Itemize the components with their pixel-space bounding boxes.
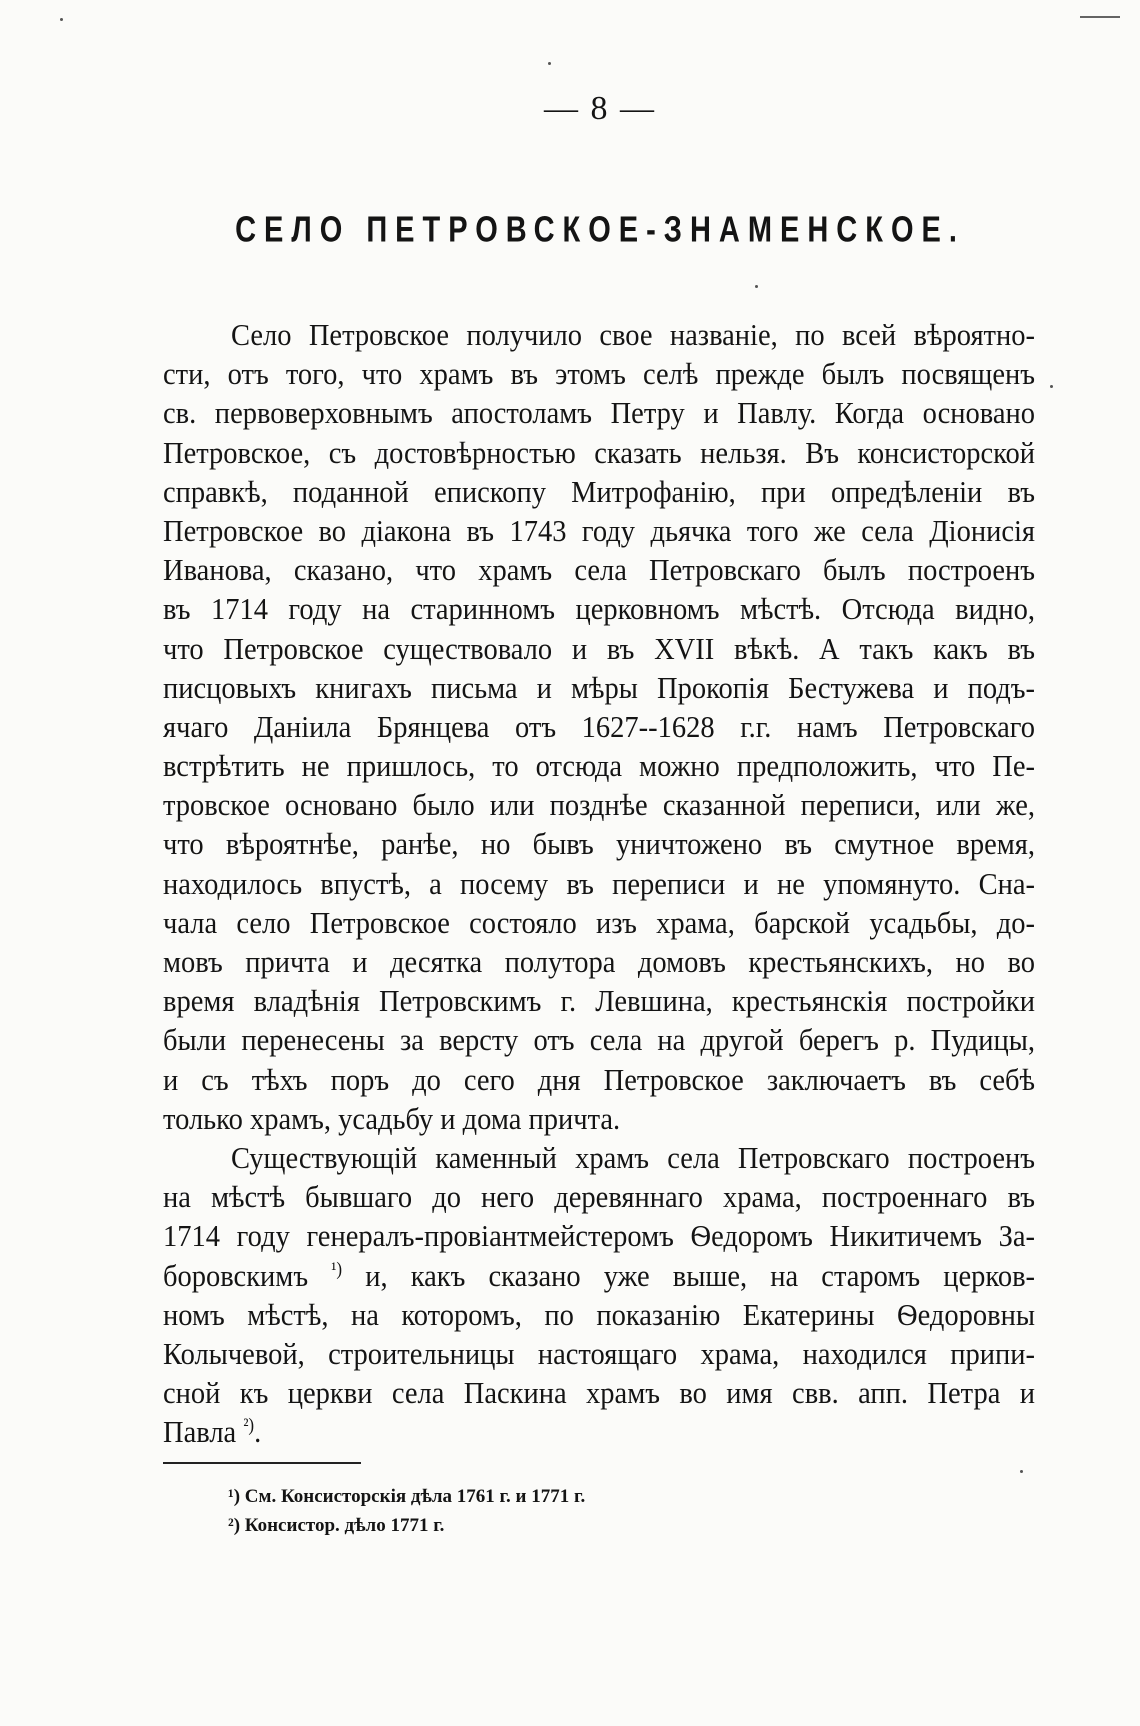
text-line: Петровское, съ достовѣрностью сказать нельзя. Въ консисторской xyxy=(163,436,1035,471)
text-line: встрѣтить не пришлось, то отсюда можно предположить, что Пе- xyxy=(163,750,1035,784)
text-line xyxy=(163,1412,1035,1454)
footnote-text: Консистор. дѣло 1771 г. xyxy=(244,1515,445,1536)
scan-speck xyxy=(548,62,551,65)
footnote-mark: ¹) xyxy=(228,1486,241,1507)
text-line: Село Петровское получило свое названіе, по всей вѣроятно- xyxy=(231,319,1035,353)
footnotes xyxy=(228,1482,928,1540)
text-line: справкѣ, поданной епископу Митрофанію, при опредѣленіи въ xyxy=(163,476,1035,510)
footnote-mark: ²) xyxy=(228,1515,241,1536)
text-line: только храмъ, усадьбу и дома причта. xyxy=(163,1103,621,1137)
footnote-ref: ²) xyxy=(243,1414,255,1436)
footnote-item xyxy=(228,1511,928,1540)
page-number: — 8 — xyxy=(544,90,656,127)
text-line: св. первоверховнымъ апостоламъ Петру и Павлу. Когда основано xyxy=(163,397,1035,432)
text-line: чала село Петровское состояло изъ храма, барской усадьбы, до- xyxy=(163,907,1035,941)
text-line: находилось впустѣ, а посему въ переписи и не упомянуто. Сна- xyxy=(163,867,1035,902)
scan-speck xyxy=(755,285,758,288)
text-segment: . xyxy=(254,1416,262,1451)
footnote-text: См. Консисторскія дѣла 1761 г. и 1771 г. xyxy=(244,1486,586,1507)
scan-speck xyxy=(1020,1470,1023,1473)
text-line: что Петровское существовало и въ XVII вѣкѣ. А такъ какъ въ xyxy=(163,632,1035,667)
text-segment: боровскимъ xyxy=(163,1259,309,1294)
text-line: въ 1714 году на старинномъ церковномъ мѣстѣ. Отсюда видно, xyxy=(163,593,1035,628)
text-line: Петровское во діакона въ 1743 году дьячка того же села Діонисія xyxy=(163,515,1035,549)
text-line: ячаго Даніила Брянцева отъ 1627--1628 г.г. намъ Петровскаго xyxy=(163,711,1035,745)
scan-speck xyxy=(1050,385,1053,388)
scan-speck xyxy=(60,18,63,21)
text-line: 1714 году генералъ-провіантмейстеромъ Ѳедоромъ Никитичемъ За- xyxy=(163,1220,1035,1255)
chapter-title: СЕЛО ПЕТРОВСКОЕ-ЗНАМЕНСКОЕ. xyxy=(235,210,965,250)
text-line: на мѣстѣ бывшаго до него деревяннаго храма, построеннаго въ xyxy=(163,1181,1035,1215)
text-line: что вѣроятнѣе, ранѣе, но бывъ уничтожено въ смутное время, xyxy=(163,828,1035,863)
text-line: сной къ церкви села Паскина храмъ во имя свв. апп. Петра и xyxy=(163,1377,1035,1411)
footnote-ref: ¹) xyxy=(331,1258,343,1279)
text-line: писцовыхъ книгахъ письма и мѣры Прокопія Бестужева и подъ- xyxy=(163,672,1035,706)
footnote-separator xyxy=(163,1462,361,1464)
text-line: сти, отъ того, что храмъ въ этомъ селѣ прежде былъ посвященъ xyxy=(163,358,1035,392)
text-segment: и, какъ сказано уже выше, на старомъ церков- xyxy=(365,1259,1036,1294)
text-segment: Павла xyxy=(163,1416,237,1451)
text-line: Колычевой, строительницы настоящаго храма, находился припи- xyxy=(163,1338,1035,1372)
text-line: Иванова, сказано, что храмъ села Петровскаго былъ построенъ xyxy=(163,554,1035,588)
text-line xyxy=(163,1256,1035,1298)
footnote-item xyxy=(228,1482,928,1511)
text-line: время владѣнія Петровскимъ г. Левшина, крестьянскія постройки xyxy=(163,985,1035,1019)
scan-corner-mark xyxy=(1080,14,1120,20)
text-line: были перенесены за версту отъ села на другой берегъ р. Пудицы, xyxy=(163,1024,1035,1059)
text-line: и съ тѣхъ поръ до сего дня Петровское заключаетъ въ себѣ xyxy=(163,1063,1035,1098)
text-line: номъ мѣстѣ, на которомъ, по показанію Екатерины Ѳедоровны xyxy=(163,1299,1035,1333)
body-text xyxy=(163,315,1035,1451)
text-line: Существующій каменный храмъ села Петровскаго построенъ xyxy=(231,1142,1035,1176)
text-line: мовъ причта и десятка полутора домовъ крестьянскихъ, но во xyxy=(163,946,1035,980)
text-line: тровское основано было или позднѣе сказанной переписи, или же, xyxy=(163,789,1035,824)
